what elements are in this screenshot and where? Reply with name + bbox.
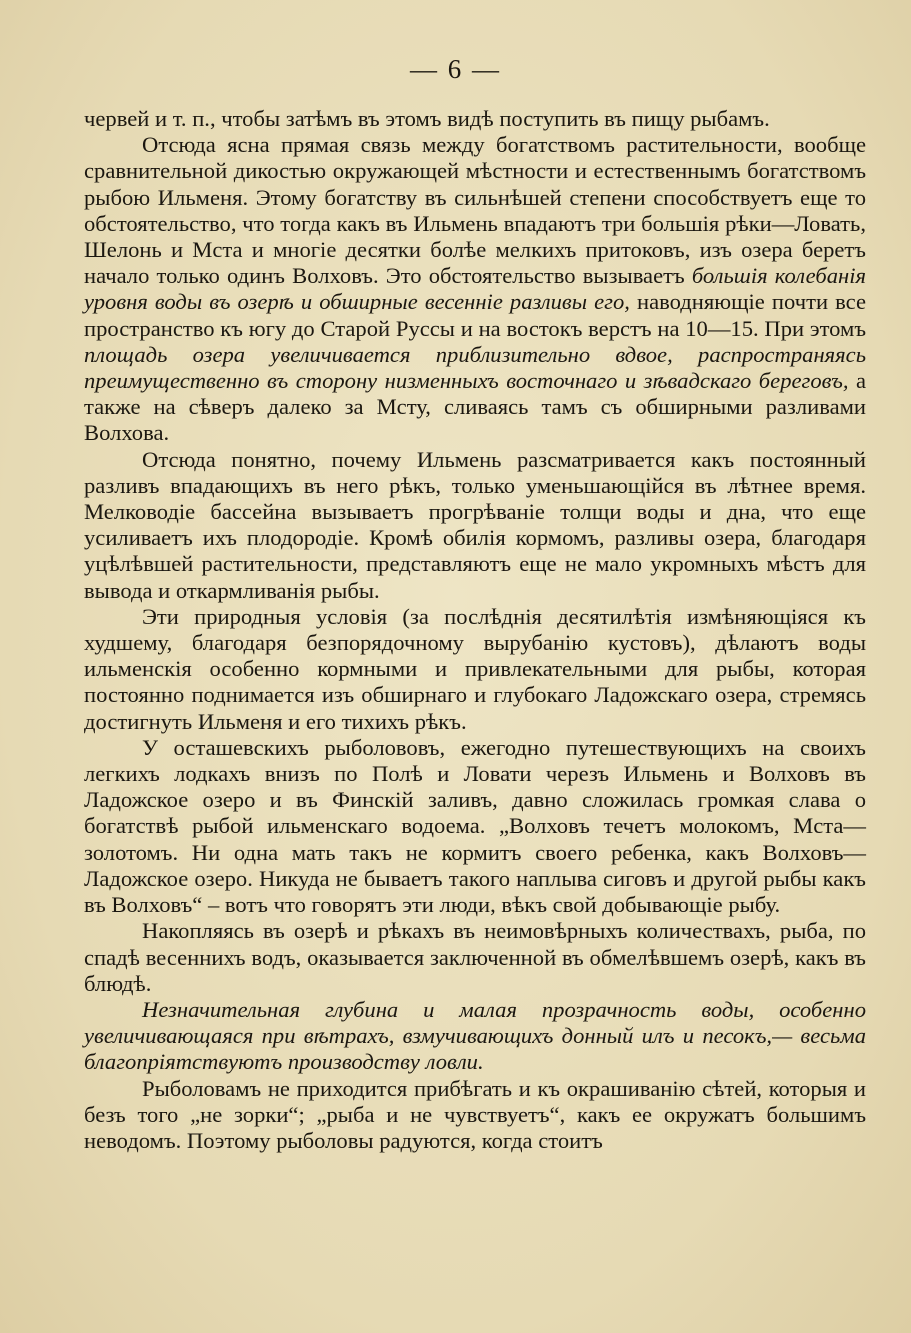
- paragraph: [84, 132, 866, 446]
- body-text: [84, 106, 866, 1154]
- paragraph: [84, 997, 866, 1076]
- text-run: Накопляясь въ озерѣ и рѣкахъ въ неимовѣрныхъ количествахъ, рыба, по спадѣ весеннихъ водъ, оказывается заключенной въ обмелѣвшемъ озерѣ, какъ въ блюдѣ.: [84, 918, 866, 996]
- italic-text-run: большія колебанія уровня воды въ озерѣ и обширные весенніе разливы его,: [84, 263, 867, 315]
- italic-text-run: Незначительная глубина и малая прозрачность воды, особенно увеличивающаяся при вѣтрахъ, взмучивающихъ донный илъ и песокъ,— весьма благопріятствуютъ производству ловли.: [84, 996, 866, 1075]
- text-run: а также на сѣверъ далеко за Мсту, сливаясь тамъ съ обширными разливами Волхова.: [84, 368, 866, 446]
- text-run: наводняющіе почти все пространство къ югу до Старой Руссы и на востокъ верстъ на 10—15. При этомъ: [84, 289, 866, 341]
- text-run: Эти природныя условія (за послѣднія десятилѣтія измѣняющіяся къ худшему, благодаря безпорядочному вырубанію кустовъ), дѣлаютъ воды ильменскія особенно кормными и привлекательными для рыбы, которая постоянно поднимается изъ обширнаго и глубокаго Ладожскаго озера, стремясь достигнуть Ильменя и его тихихъ рѣкъ.: [84, 603, 866, 734]
- paragraph: [84, 604, 866, 735]
- text-run: червей и т. п., чтобы затѣмъ въ этомъ видѣ поступить въ пищу рыбамъ.: [84, 106, 770, 131]
- italic-text-run: площадь озера увеличивается приблизительно вдвое, распространяясь преимущественно въ сторону низменныхъ восточнаго и зѣвадскаго береговъ,: [84, 341, 866, 394]
- paragraph: [84, 447, 866, 604]
- paragraph: [84, 1076, 866, 1155]
- text-run: У осташевскихъ рыболововъ, ежегодно путешествующихъ на своихъ легкихъ лодкахъ внизъ по Полѣ и Ловати черезъ Ильмень и Волховъ въ Ладожское озеро и въ Финскій заливъ, давно сложилась громкая слава о богатствѣ рыбой ильменскаго водоема. „Волховъ течетъ молокомъ, Мста—золотомъ. Ни одна мать такъ не кормитъ своего ребенка, какъ Волховъ—Ладожское озеро. Никуда не бываетъ такого наплыва сиговъ и другой рыбы какъ въ Волховъ“ – вотъ что говорятъ эти люди, вѣкъ свой добывающіе рыбу.: [84, 734, 866, 918]
- text-run: Рыболовамъ не приходится прибѣгать и къ окрашиванію сѣтей, которыя и безъ того „не зорки“; „рыба и не чувствуетъ“, какъ ее окружатъ большимъ неводомъ. Поэтому рыболовы радуются, когда стоитъ: [84, 1075, 866, 1153]
- text-run: Отсюда ясна прямая связь между богатствомъ растительности, вообще сравнительной дикостью окружающей мѣстности и естественнымъ богатствомъ рыбою Ильменя. Этому богатству въ сильнѣшей степени способствуетъ еще то обстоятельство, что тогда какъ въ Ильмень впадаютъ три большія рѣки—Ловать, Шелонь и Мста и многіе десятки болѣе мелкихъ притоковъ, изъ озера беретъ начало только одинъ Волховъ. Это обстоятельство вызываетъ: [84, 132, 866, 289]
- paragraph: [84, 106, 866, 132]
- page-number: — 6 —: [410, 54, 501, 84]
- paragraph: [84, 918, 866, 997]
- paragraph: [84, 735, 866, 918]
- text-run: Отсюда понятно, почему Ильмень разсматривается какъ постоянный разливъ впадающихъ въ него рѣкъ, только уменьшающійся въ лѣтнее время. Мелководіе бассейна вызываетъ прогрѣваніе толщи воды и дна, что еще усиливаетъ ихъ плодородіе. Кромѣ обилія кормомъ, разливы озера, благодаря уцѣлѣвшей растительности, представляютъ еще не мало укромныхъ мѣстъ для вывода и откармливанія рыбы.: [84, 446, 866, 603]
